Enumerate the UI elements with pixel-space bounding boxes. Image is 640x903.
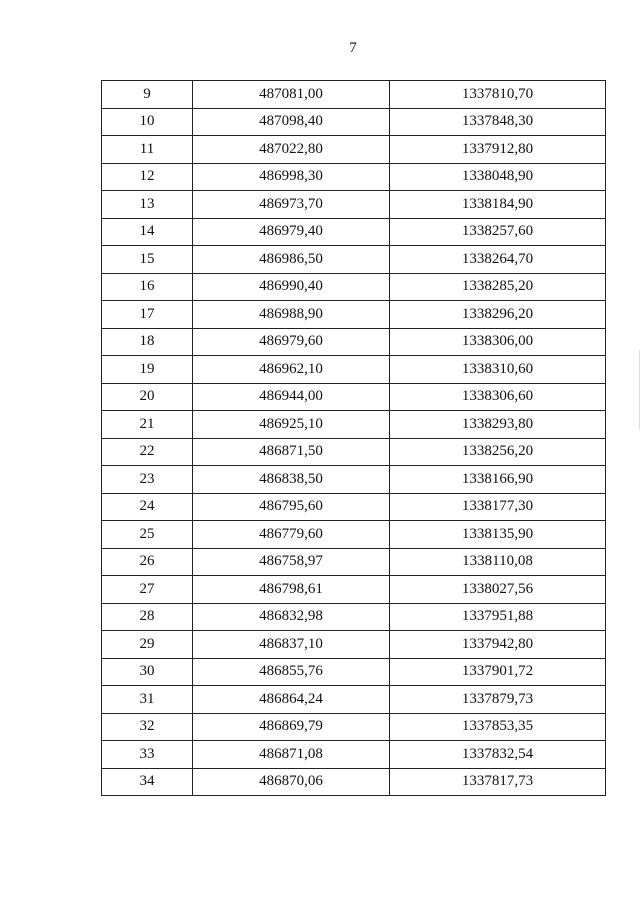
point-number-cell: 25 [102,521,193,549]
x-coordinate-cell: 486855,76 [193,658,390,686]
table-row [102,411,606,439]
point-number-cell: 31 [102,686,193,714]
table-row [102,741,606,769]
table-row [102,301,606,329]
y-coordinate-cell: 1338027,56 [390,576,606,604]
point-number-cell: 11 [102,136,193,164]
y-coordinate-cell: 1338310,60 [390,356,606,384]
point-number-cell: 12 [102,163,193,191]
point-number-cell: 13 [102,191,193,219]
y-coordinate-cell: 1337912,80 [390,136,606,164]
point-number-cell: 30 [102,658,193,686]
coordinates-table-body [102,81,606,796]
table-row [102,246,606,274]
x-coordinate-cell: 487022,80 [193,136,390,164]
x-coordinate-cell: 486795,60 [193,493,390,521]
table-row [102,548,606,576]
y-coordinate-cell: 1338048,90 [390,163,606,191]
y-coordinate-cell: 1337942,80 [390,631,606,659]
y-coordinate-cell: 1338184,90 [390,191,606,219]
point-number-cell: 14 [102,218,193,246]
x-coordinate-cell: 486925,10 [193,411,390,439]
y-coordinate-cell: 1337817,73 [390,768,606,796]
x-coordinate-cell: 486758,97 [193,548,390,576]
y-coordinate-cell: 1338293,80 [390,411,606,439]
y-coordinate-cell: 1337879,73 [390,686,606,714]
y-coordinate-cell: 1337901,72 [390,658,606,686]
y-coordinate-cell: 1338166,90 [390,466,606,494]
x-coordinate-cell: 487081,00 [193,81,390,109]
y-coordinate-cell: 1337853,35 [390,713,606,741]
coordinates-table [101,80,606,796]
table-row [102,521,606,549]
point-number-cell: 17 [102,301,193,329]
page-number: 7 [349,40,357,56]
point-number-cell: 10 [102,108,193,136]
table-row [102,356,606,384]
table-row [102,136,606,164]
x-coordinate-cell: 486973,70 [193,191,390,219]
point-number-cell: 27 [102,576,193,604]
table-row [102,466,606,494]
table-row [102,576,606,604]
y-coordinate-cell: 1338264,70 [390,246,606,274]
x-coordinate-cell: 486998,30 [193,163,390,191]
y-coordinate-cell: 1338257,60 [390,218,606,246]
table-row [102,631,606,659]
x-coordinate-cell: 487098,40 [193,108,390,136]
y-coordinate-cell: 1337810,70 [390,81,606,109]
table-row [102,713,606,741]
point-number-cell: 28 [102,603,193,631]
point-number-cell: 22 [102,438,193,466]
point-number-cell: 26 [102,548,193,576]
point-number-cell: 29 [102,631,193,659]
x-coordinate-cell: 486979,60 [193,328,390,356]
table-row [102,218,606,246]
table-row [102,273,606,301]
y-coordinate-cell: 1338296,20 [390,301,606,329]
point-number-cell: 34 [102,768,193,796]
y-coordinate-cell: 1337951,88 [390,603,606,631]
y-coordinate-cell: 1338306,00 [390,328,606,356]
table-row [102,438,606,466]
x-coordinate-cell: 486871,08 [193,741,390,769]
y-coordinate-cell: 1337848,30 [390,108,606,136]
y-coordinate-cell: 1338256,20 [390,438,606,466]
point-number-cell: 16 [102,273,193,301]
point-number-cell: 15 [102,246,193,274]
x-coordinate-cell: 486864,24 [193,686,390,714]
x-coordinate-cell: 486837,10 [193,631,390,659]
point-number-cell: 9 [102,81,193,109]
y-coordinate-cell: 1338110,08 [390,548,606,576]
point-number-cell: 24 [102,493,193,521]
x-coordinate-cell: 486979,40 [193,218,390,246]
point-number-cell: 32 [102,713,193,741]
point-number-cell: 21 [102,411,193,439]
y-coordinate-cell: 1337832,54 [390,741,606,769]
x-coordinate-cell: 486779,60 [193,521,390,549]
table-row [102,493,606,521]
point-number-cell: 33 [102,741,193,769]
x-coordinate-cell: 486832,98 [193,603,390,631]
x-coordinate-cell: 486990,40 [193,273,390,301]
x-coordinate-cell: 486962,10 [193,356,390,384]
x-coordinate-cell: 486870,06 [193,768,390,796]
x-coordinate-cell: 486988,90 [193,301,390,329]
table-row [102,163,606,191]
table-row [102,768,606,796]
table-row [102,603,606,631]
table-row [102,383,606,411]
point-number-cell: 23 [102,466,193,494]
x-coordinate-cell: 486869,79 [193,713,390,741]
table-row [102,191,606,219]
point-number-cell: 19 [102,356,193,384]
y-coordinate-cell: 1338177,30 [390,493,606,521]
point-number-cell: 20 [102,383,193,411]
y-coordinate-cell: 1338135,90 [390,521,606,549]
x-coordinate-cell: 486944,00 [193,383,390,411]
x-coordinate-cell: 486871,50 [193,438,390,466]
y-coordinate-cell: 1338306,60 [390,383,606,411]
x-coordinate-cell: 486986,50 [193,246,390,274]
table-row [102,108,606,136]
table-row [102,328,606,356]
table-row [102,658,606,686]
x-coordinate-cell: 486838,50 [193,466,390,494]
table-row [102,686,606,714]
point-number-cell: 18 [102,328,193,356]
y-coordinate-cell: 1338285,20 [390,273,606,301]
x-coordinate-cell: 486798,61 [193,576,390,604]
table-row [102,81,606,109]
